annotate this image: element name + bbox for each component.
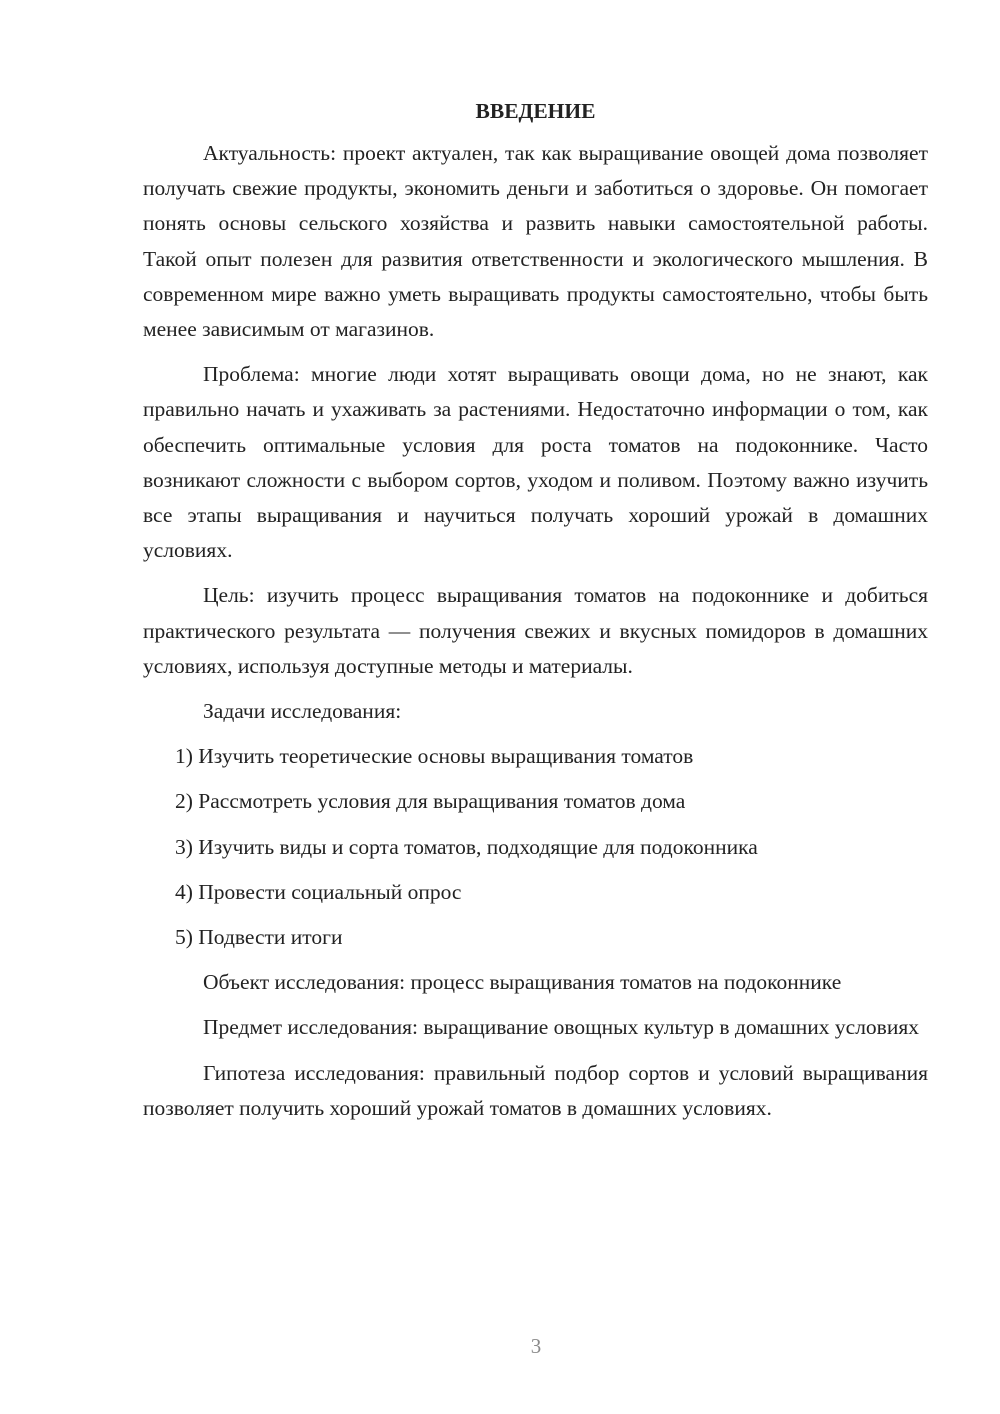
task-item: 3) Изучить виды и сорта томатов, подходящие для подоконника bbox=[175, 834, 758, 859]
problem-paragraph: Проблема: многие люди хотят выращивать овощи дома, но не знают, как правильно начать и ухаживать за растениями. Недостаточно информации о том, как обеспечить оптимальные условия для роста томатов на подоконнике. Часто возникают сложности с выбором сортов, уходом и поливом. Поэтому важно изучить все этапы выращивания и научиться получать хороший урожай в домашних условиях. bbox=[143, 362, 928, 563]
task-item: 5) Подвести итоги bbox=[175, 925, 343, 950]
goal-paragraph: Цель: изучить процесс выращивания томатов на подоконнике и добиться практического результата — получения свежих и вкусных помидоров в домашних условиях, используя доступные методы и материалы. bbox=[143, 583, 928, 678]
object-paragraph: Объект исследования: процесс выращивания томатов на подоконнике bbox=[203, 970, 842, 995]
subject-paragraph: Предмет исследования: выращивание овощных культур в домашних условиях bbox=[203, 1015, 919, 1040]
hypothesis-paragraph: Гипотеза исследования: правильный подбор сортов и условий выращивания позволяет получить хороший урожай томатов в домашних условиях. bbox=[143, 1060, 928, 1120]
task-item: 2) Рассмотреть условия для выращивания томатов дома bbox=[175, 789, 686, 814]
page-number: 3 bbox=[530, 1334, 542, 1358]
task-item: 4) Провести социальный опрос bbox=[175, 879, 462, 904]
section-heading: ВВЕДЕНИЕ bbox=[475, 99, 596, 123]
relevance-paragraph: Актуальность: проект актуален, так как выращивание овощей дома позволяет получать свежие продукты, экономить деньги и заботиться о здоровье. Он помогает понять основы сельского хозяйства и развить навыки самостоятельной работы. Такой опыт полезен для развития ответственности и экологического мышления. В современном мире важно уметь выращивать продукты самостоятельно, чтобы быть менее зависимым от магазинов. bbox=[143, 141, 928, 342]
tasks-list bbox=[143, 739, 928, 955]
task-item: 1) Изучить теоретические основы выращивания томатов bbox=[175, 744, 694, 769]
tasks-title: Задачи исследования: bbox=[203, 699, 402, 724]
document-page bbox=[143, 96, 928, 1136]
